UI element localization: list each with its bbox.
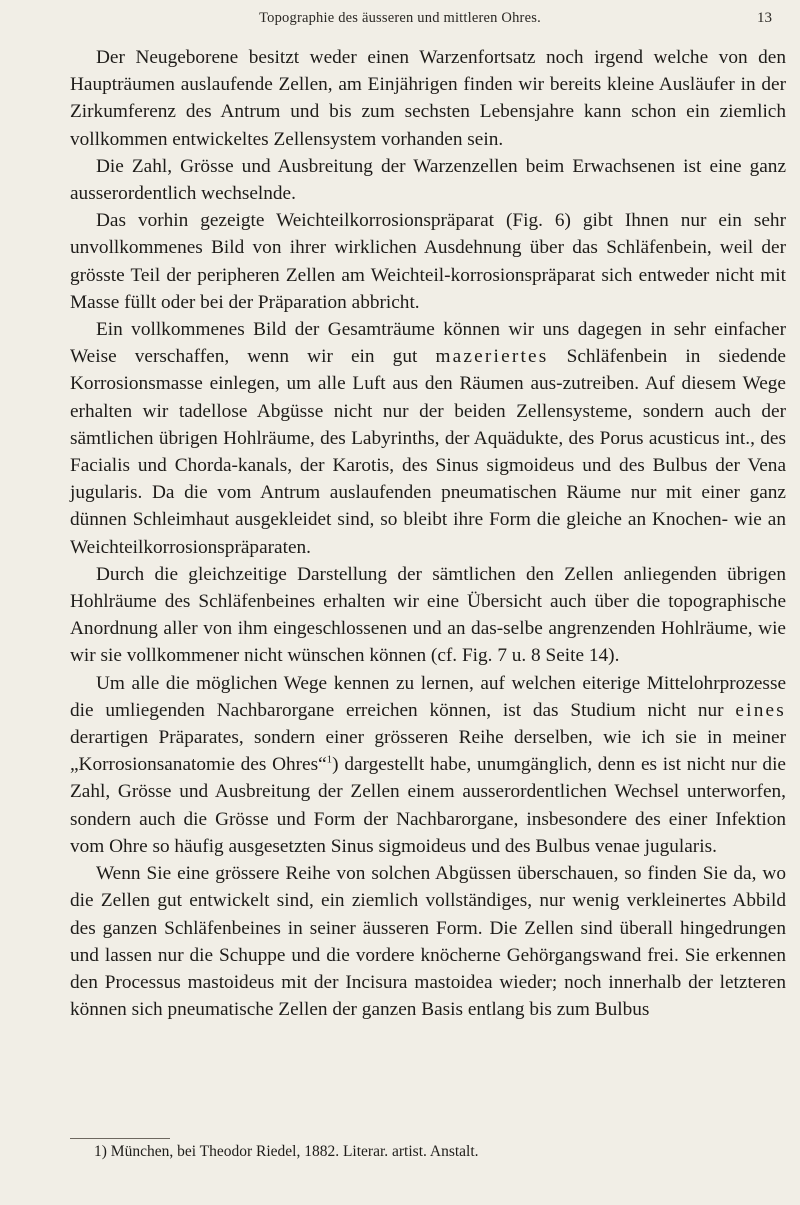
page-number: 13 [757,10,772,26]
paragraph-text: ) dargestellt habe, unumgänglich, denn es ist nicht nur die Zahl, Grösse und Ausbreitung der Zellen einem ausserordentlichen Wechsel unterworfen, sondern auch die Grösse und Form der Nachbarorgane, insbesondere des einer Infektion vom Ohre so häufig ausgesetzten Sinus sigmoideus und des Bulbus venae jugularis. [70,754,786,857]
paragraph-4 [70,316,786,561]
footnote-reference[interactable]: 1 [326,753,333,766]
paragraph-6 [70,670,786,860]
paragraph-text: Die Zahl, Grösse und Ausbreitung der Warzenzellen beim Erwachsenen ist eine ganz ausserordentlich wechselnde. [70,155,786,205]
paragraph-text: Um alle die möglichen Wege kennen zu lernen, auf welchen eiterige Mittelohrprozesse die umliegenden Nachbarorgane erreichen können, ist das Studium nicht nur [70,672,786,721]
running-head [0,10,800,36]
paragraph-text: Das vorhin gezeigte Weichteilkorrosionspräparat (Fig. 6) gibt Ihnen nur ein sehr unvollkommenes Bild von ihrer wirklichen Ausdehnung über das Schläfenbein, weil der grösste Teil der peripheren Zellen am Weichteil-korrosionspräparat sich entweder nicht mit Masse füllt oder bei der Präparation abbricht. [70,210,786,313]
paragraph-text: Durch die gleichzeitige Darstellung der sämtlichen den Zellen anliegenden übrigen Hohlräume des Schläfenbeines erhalten wir eine Übersicht auch über die topographische Anordnung aller von ihm eingeschlossenen und an das-selbe angrenzenden Hohlräume, wie wir sie vollkommener nicht wünschen können (cf. Fig. 7 u. 8 Seite 14). [70,563,786,667]
footnote-text: ) München, bei Theodor Riedel, 1882. Literar. artist. Anstalt. [101,1143,479,1160]
paragraph-text: Der Neugeborene besitzt weder einen Warzenfortsatz noch irgend welche von den Haupträumen auslaufende Zellen, am Einjährigen finden wir bereits kleine Ausläufer in der Zirkumferenz des Antrum und bis zum sechsten Lebensjahre kann schon ein ziemlich vollkommen entwickeltes Zellensystem vorhanden sein. [70,47,786,150]
paragraph-text: Schläfenbein in siedende Korrosionsmasse einlegen, um alle Luft aus den Räumen aus-zutreiben. Auf diesem Wege erhalten wir tadellose Abgüsse nicht nur der beiden Zellensysteme, sondern auch der sämtlichen übrigen Hohlräume, des Labyrinths, der Aquädukte, des Porus acusticus int., des Facialis und Chorda-kanals, der Karotis, des Sinus sigmoideus und des Bulbus der Vena jugularis. Da die vom Antrum auslaufenden pneumatischen Räume nur mit einer ganz dünnen Schleimhaut ausgekleidet sind, so bleibt ihre Form die gleiche an Knochen- wie an Weichteilkorrosionspräparaten. [70,346,786,558]
footnote [94,1142,784,1162]
footnote-divider [70,1138,170,1139]
paragraph-5 [70,561,786,670]
spaced-emphasis: eines [735,699,786,721]
footnote-marker: 1 [94,1143,102,1160]
paragraph-2 [70,153,786,207]
paragraph-1 [70,44,786,153]
paragraph-3 [70,207,786,316]
body-text [70,44,786,1023]
paragraph-text: derartigen Präparates, sondern einer grösseren Reihe derselben, wie ich sie in meiner „Korrosionsanatomie des Ohres“ [70,727,786,776]
paragraph-7 [70,860,786,1023]
spaced-emphasis: mazeriertes [435,346,549,368]
paragraph-text: Wenn Sie eine grössere Reihe von solchen Abgüssen überschauen, so finden Sie da, wo die Zellen gut entwickelt sind, ein ziemlich vollständiges, nur wenig verkleinertes Abbild des ganzen Schläfenbeines in seiner äusseren Form. Die Zellen sind überall hingedrungen und lassen nur die Schuppe und die vordere knöcherne Gehörgangswand frei. Sie erkennen den Processus mastoideus mit der Incisura mastoidea wieder; noch innerhalb der letzteren können sich pneumatische Zellen der ganzen Basis entlang bis zum Bulbus [70,863,786,1021]
running-head-title: Topographie des äusseren und mittleren Ohres. [259,10,541,26]
paragraph-text: Ein vollkommenes Bild der Gesamträume können wir uns dagegen in sehr einfacher Weise verschaffen, wenn wir ein gut [70,319,786,368]
